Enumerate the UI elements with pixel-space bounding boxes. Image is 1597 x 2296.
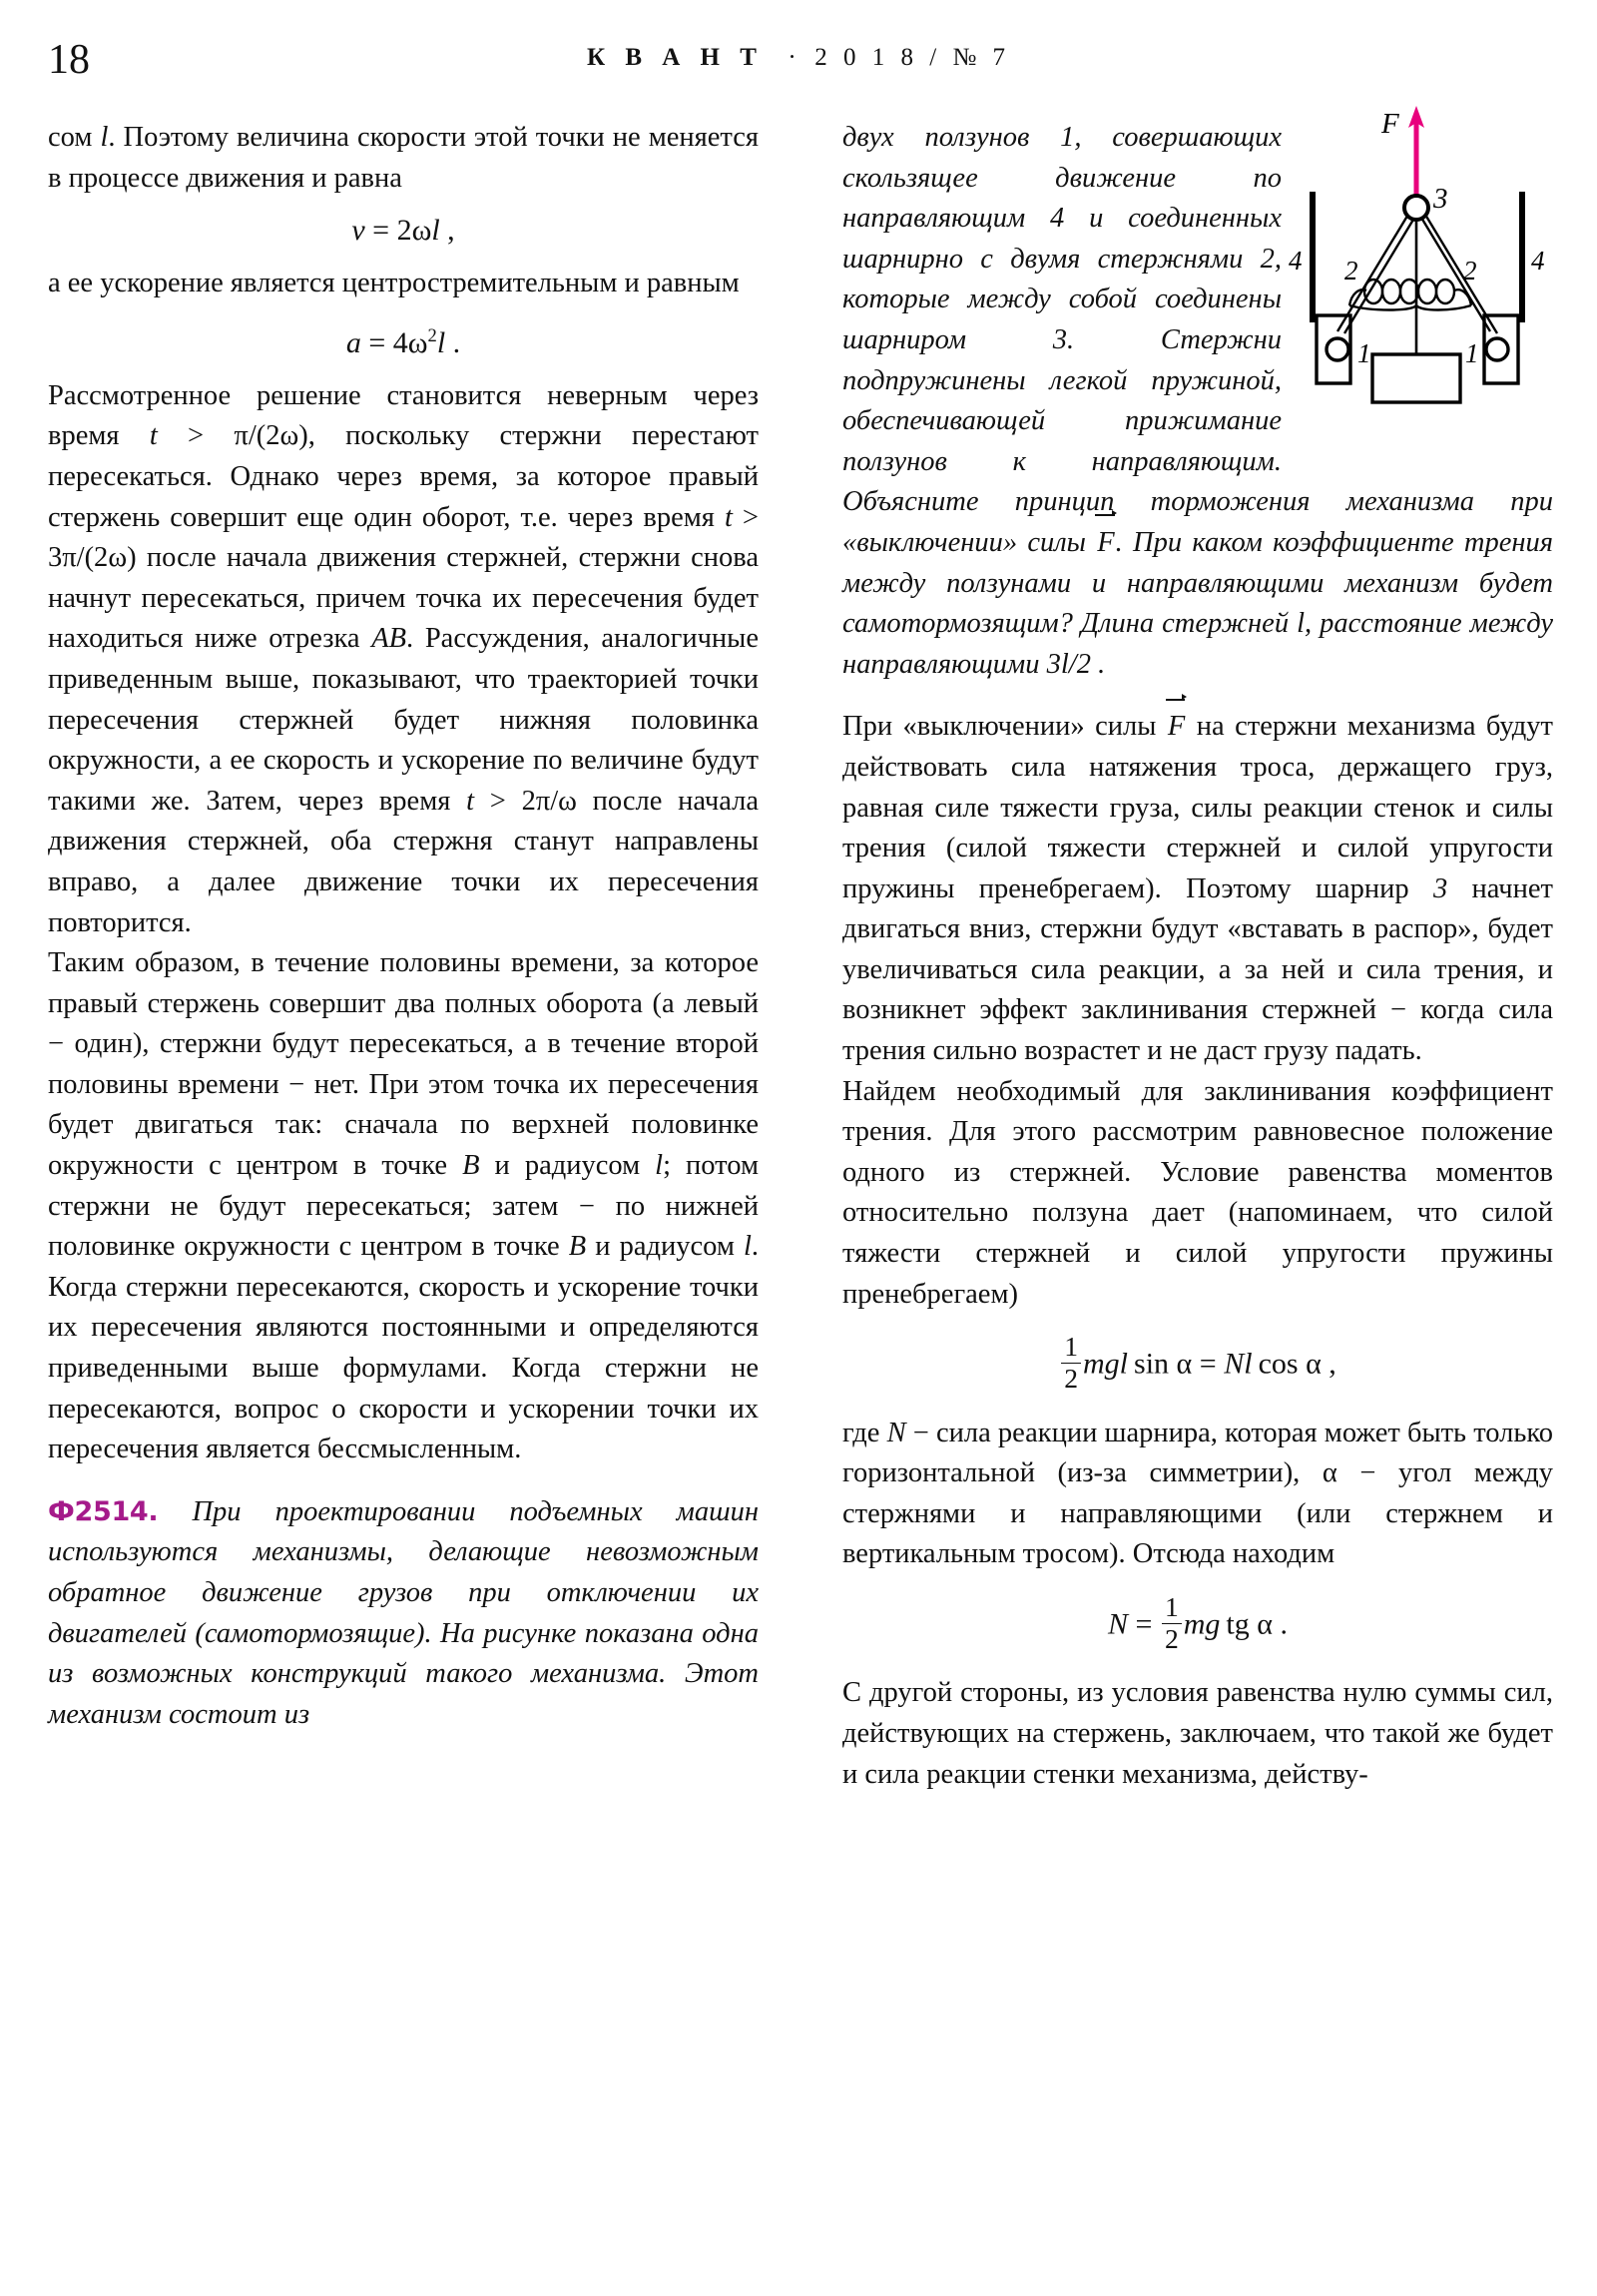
formula-exponent: 2 xyxy=(427,324,437,346)
formula-variable: l xyxy=(431,214,440,248)
text-run: . xyxy=(1090,648,1106,680)
solution-paragraph-2: Найдем необходимый для заклинивания коэффициент трения. Для этого рассмотрим равновесное положение одного из стержней. Условие равенства моментов относительно ползуна дает (напоминаем, что силой тяжести стержней и силой упругости пружины пренебрегаем) xyxy=(842,1075,1553,1310)
formula-mg: mg xyxy=(1183,1607,1221,1641)
figure-label-4-right: 4 xyxy=(1531,246,1545,276)
formula-punctuation: , xyxy=(439,214,455,248)
text-run: , поскольку стержни перестают пересекаться. Однако через время, за которое правый стержень совершит еще один оборот, т.е. через время xyxy=(48,420,760,533)
formula-acceleration xyxy=(48,316,759,363)
text-run: начнет двигаться вниз, стержни будут «вставать в распор», будет увеличиваться сила реакции, а за ней и сила трения, и возникнет эффект заклинивания стержней − когда сила трения сильно возрастет и не даст грузу падать. xyxy=(842,872,1553,1067)
math-italic-l: l xyxy=(655,1150,664,1182)
paragraph-solution-limits xyxy=(48,376,759,943)
mechanism-figure xyxy=(1282,80,1553,409)
formula-mgl: mgl xyxy=(1083,1347,1129,1381)
paragraph-gap xyxy=(48,1470,759,1492)
text-run: после начала движения стержней, оба стержня станут направлены вправо, а далее движение точки их пересечения повторится. xyxy=(48,785,759,938)
paragraph-gap xyxy=(842,685,1553,707)
formula-moment-balance xyxy=(842,1333,1553,1393)
formula-tg: tg xyxy=(1226,1607,1258,1641)
formula-variable: l xyxy=(436,325,446,359)
fraction-numerator: 1 xyxy=(1164,1590,1179,1622)
text-run: . Рассуждения, аналогичные приведенным выше, показывают, что траекторией точки пересечения стержней будет нижняя половинка окружности, а ее скорость и ускорение по величине будут такими же. Затем, через время xyxy=(48,623,759,817)
math-vector-F: F xyxy=(1096,523,1115,564)
solution-paragraph-3 xyxy=(842,1414,1553,1575)
formula-equals: = xyxy=(1128,1607,1160,1641)
text-run: двух ползунов 1, совершающих скользящее движение по направляющим 4 и соединенных шарнирно с двумя стержнями 2, которые между собой соединены шарниром 3. Стержни подпружинены легкой пружиной, обеспечивающей прижимание ползунов к направляющим. Объясните принцип торможения механизма при «выключении» силы xyxy=(842,122,1553,558)
math-italic-l: l xyxy=(100,122,109,153)
text-run: сом xyxy=(48,122,101,153)
formula-cos: cos xyxy=(1258,1347,1307,1381)
math-vector-F: F xyxy=(1167,707,1186,748)
formula-alpha: α xyxy=(1176,1347,1193,1381)
running-head xyxy=(0,28,1597,84)
page-number: 18 xyxy=(48,37,90,83)
math-italic-B: B xyxy=(462,1150,480,1182)
load-block xyxy=(1372,354,1460,402)
math-pi: π xyxy=(234,420,249,452)
text-run: на стержни механизма будут действовать сила натяжения троса, держащего груз, равная силе тяжести груза, силы реакции стенок и силы трения (силой тяжести стержней и силой упругости пружины пренебрегаем). Поэтому шарнир xyxy=(842,711,1554,904)
formula-equals: = xyxy=(364,214,397,248)
fraction-one-half xyxy=(1061,1333,1081,1393)
text-run: − сила реакции шарнира, которая может быть только горизонтальной (из-за симметрии), xyxy=(842,1417,1554,1489)
math-italic-AB: AB xyxy=(371,623,407,655)
math-slash: / xyxy=(550,785,559,817)
journal-header xyxy=(0,44,1597,72)
formula-sin: sin xyxy=(1134,1347,1177,1381)
math-omega: ω xyxy=(558,785,577,817)
formula-equals: = xyxy=(360,325,393,359)
text-run: ; потом стержни не будут пересекаться; затем − по нижней половинке окружности с центром в точке xyxy=(48,1150,759,1263)
figure-label-2-left: 2 xyxy=(1344,256,1358,286)
text-run: где xyxy=(842,1417,887,1448)
math-italic-3: 3 xyxy=(1432,872,1448,904)
text-run: , расстояние между направляющими xyxy=(842,608,1554,680)
math-omega: ω xyxy=(108,542,128,574)
math-3l-over-2: 3l/2 xyxy=(1046,648,1091,680)
solution-paragraph-1 xyxy=(842,707,1553,1071)
math-paren: (2 xyxy=(84,542,109,574)
formula-lhs: v xyxy=(351,214,365,248)
figure-label-2-right: 2 xyxy=(1463,256,1477,286)
formula-Nl: Nl xyxy=(1224,1347,1253,1381)
formula-normal-force xyxy=(842,1590,1553,1654)
formula-velocity xyxy=(48,211,759,251)
math-greater: > xyxy=(474,785,522,817)
journal-issue: 2 0 1 8 / № 7 xyxy=(814,44,1011,71)
math-italic-N: N xyxy=(886,1417,906,1448)
left-slider-hinge xyxy=(1327,338,1348,360)
formula-omega: ω xyxy=(407,325,428,359)
left-column xyxy=(48,118,759,1735)
figure-label-3: 3 xyxy=(1433,183,1448,215)
problem-number-label: Ф2514. xyxy=(48,1495,159,1527)
solution-paragraph-4: С другой стороны, из условия равенства нулю суммы сил, действующих на стержень, заключаем, что такой же будет и сила реакции стенки механизма, действу- xyxy=(842,1677,1553,1790)
text-run: − угол между стержнями и направляющими (или стержнем и вертикальным тросом). Отсюда находим xyxy=(842,1457,1553,1570)
paragraph-continuation xyxy=(48,118,759,199)
math-italic-t: t xyxy=(149,420,158,452)
problem-2514 xyxy=(48,1492,759,1736)
paragraph-acceleration-intro: а ее ускорение является центростремительным и равным xyxy=(48,268,740,299)
top-hinge-3 xyxy=(1404,196,1428,220)
math-omega: ω xyxy=(279,420,299,452)
figure-label-F: F xyxy=(1381,108,1399,140)
formula-coefficient: 2 xyxy=(396,214,412,248)
formula-coefficient: 4 xyxy=(392,325,408,359)
text-run: . При каком коэффициенте трения между ползунами и направляющими механизм будет самотормозящим? Длина стержней xyxy=(842,526,1553,640)
fraction-one-half xyxy=(1162,1590,1182,1654)
math-italic-l: l xyxy=(1297,608,1305,640)
math-slash: / xyxy=(248,420,257,452)
figure-label-1-left: 1 xyxy=(1357,338,1371,368)
text-run: . Поэтому величина скорости этой точки не меняется в процессе движения и равна xyxy=(48,122,759,194)
text-run: Рассмотренное решение становится неверным через время xyxy=(48,379,759,452)
text-run: и радиусом xyxy=(586,1231,744,1263)
formula-lhs: a xyxy=(345,325,361,359)
formula-lhs: N xyxy=(1108,1607,1129,1641)
fraction-denominator: 2 xyxy=(1064,1362,1079,1394)
math-italic-t: t xyxy=(724,501,733,533)
math-paren: (2 xyxy=(256,420,280,452)
math-greater: > xyxy=(732,501,759,533)
math-paren: ) xyxy=(298,420,308,452)
math-greater: > xyxy=(157,420,235,452)
math-alpha: α xyxy=(1322,1457,1337,1489)
formula-alpha: α xyxy=(1257,1607,1273,1641)
math-italic-l: l xyxy=(743,1231,752,1263)
formula-punctuation: , xyxy=(1321,1347,1336,1381)
math-slash: / xyxy=(76,542,85,574)
fraction-numerator: 1 xyxy=(1064,1331,1079,1363)
formula-punctuation: . xyxy=(1272,1607,1288,1641)
text-run: . Когда стержни пересекаются, скорость и ускорение точки их пересечения являются постоянными и определяются приведенными выше формулами. Когда стержни не пересекаются, вопрос о скорости и ускорении точки их пересечения является бессмысленным. xyxy=(48,1231,760,1465)
figure-label-1-right: 1 xyxy=(1465,338,1479,368)
math-paren: ) xyxy=(127,542,137,574)
formula-punctuation: . xyxy=(445,325,461,359)
text-run: Таким образом, в течение половины времени, за которое правый стержень совершит два полных оборота (а левый − один), стержни будут пересекаться, а в течение второй половины времени − нет. При этом точка их пересечения будет двигаться так: сначала по верхней половинке окружности с центром в точке xyxy=(48,947,759,1182)
formula-equals: = xyxy=(1192,1347,1225,1381)
fraction-denominator: 2 xyxy=(1164,1622,1179,1654)
text-run: после начала движения стержней, стержни снова начнут пересекаться, причем точка их пересечения будет находиться ниже отрезка xyxy=(48,542,759,655)
text-run: При «выключении» силы xyxy=(842,711,1167,743)
right-slider-hinge xyxy=(1486,338,1508,360)
journal-separator: · xyxy=(788,44,802,71)
math-italic-B: B xyxy=(568,1231,587,1263)
problem-statement-text: При проектировании подъемных машин используются механизмы, делающие невозможным обратное движение грузов при отключении их двигателей (самотормозящие). На рисунке показана одна из возможных конструкций такого механизма. Этот механизм состоит из xyxy=(48,1495,759,1730)
formula-omega: ω xyxy=(411,214,432,248)
math-2pi: 2π xyxy=(521,785,551,817)
text-run: и радиусом xyxy=(479,1150,656,1182)
force-arrow-F xyxy=(1408,106,1424,208)
figure-label-4-left: 4 xyxy=(1289,246,1303,276)
math-3pi: 3π xyxy=(48,542,77,574)
journal-title: К В А Н Т xyxy=(586,44,764,71)
math-italic-t: t xyxy=(466,785,475,817)
paragraph-conclusion xyxy=(48,943,759,1470)
formula-alpha: α xyxy=(1306,1347,1322,1381)
